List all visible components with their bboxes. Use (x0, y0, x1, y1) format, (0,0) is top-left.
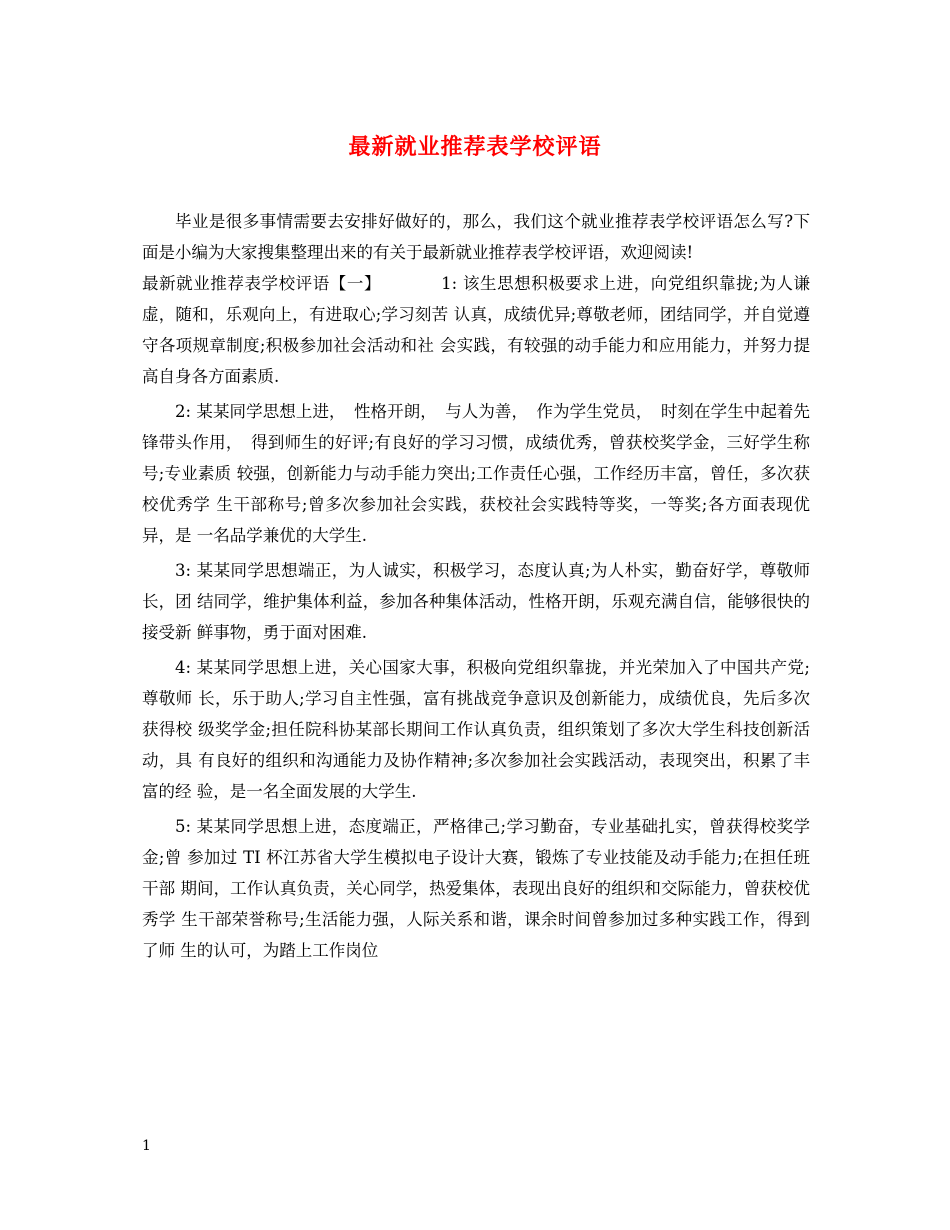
item-4-paragraph: 4: 某某同学思想上进，关心国家大事，积极向党组织靠拢，并光荣加入了中国共产党;尊敬师 长，乐于助人;学习自主性强，富有挑战竞争意识及创新能力，成绩优良，先后多次获得校 级奖学金;担任院科协某部长期间工作认真负责，组织策划了多次大学生科技创新活动，具 有良好的组织和沟通能力及协作精神;多次参加社会实践活动，表现突出，积累了丰富的经 验，是一名全面发展的大学生. (142, 658, 810, 801)
document-body (142, 206, 810, 966)
item-2-paragraph: 2: 某某同学思想上进， 性格开朗， 与人为善， 作为学生党员， 时刻在学生中起着先锋带头作用， 得到师生的好评;有良好的学习习惯，成绩优秀，曾获校奖学金，三好学生称号;专业素质 较强，创新能力与动手能力突出;工作责任心强，工作经历丰富，曾任，多次获校优秀学 生干部称号;曾多次参加社会实践，获校社会实践特等奖，一等奖;各方面表现优异，是 一名品学兼优的大学生. (142, 402, 810, 545)
page-number: 1 (142, 1138, 151, 1154)
item-5-paragraph: 5: 某某同学思想上进，态度端正，严格律己;学习勤奋，专业基础扎实，曾获得校奖学金;曾 参加过 TI 杯江苏省大学生模拟电子设计大赛，锻炼了专业技能及动手能力;在担任班干部 期间，工作认真负责，关心同学，热爱集体，表现出良好的组织和交际能力，曾获校优秀学 生干部荣誉称号;生活能力强，人际关系和谐，课余时间曾参加过多种实践工作，得到了师 生的认可，为踏上工作岗位 (142, 817, 810, 960)
document-title: 最新就业推荐表学校评语 (348, 134, 602, 160)
item-3-paragraph: 3: 某某同学思想端正，为人诚实，积极学习，态度认真;为人朴实，勤奋好学，尊敬师长，团 结同学，维护集体利益，参加各种集体活动，性格开朗，乐观充满自信，能够很快的接受新 鲜事物，勇于面对困难. (142, 561, 810, 642)
section-1-paragraph: 最新就业推荐表学校评语【一】 1: 该生思想积极要求上进，向党组织靠拢;为人谦虚，随和，乐观向上，有进取心;学习刻苦 认真，成绩优异;尊敬老师，团结同学，并自觉遵守各项规章制度;积极参加社会活动和社 会实践，有较强的动手能力和应用能力，并努力提高自身各方面素质. (142, 274, 810, 386)
intro-paragraph: 毕业是很多事情需要去安排好做好的，那么，我们这个就业推荐表学校评语怎么写?下面是小编为大家搜集整理出来的有关于最新就业推荐表学校评语，欢迎阅读! (142, 212, 810, 262)
